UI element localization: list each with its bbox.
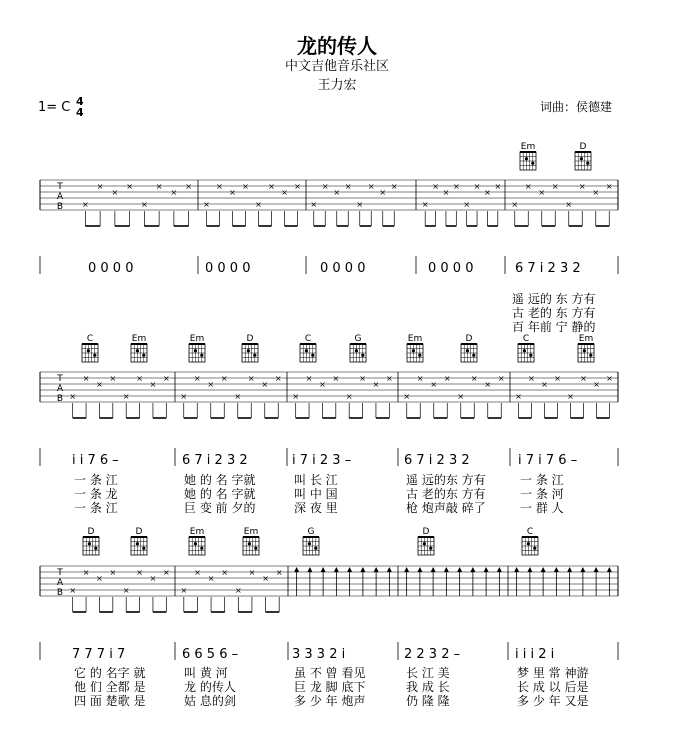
time-signature-bottom: 4 xyxy=(76,106,84,119)
strum-arrow-head xyxy=(387,567,392,572)
strum-arrow-head xyxy=(404,567,409,572)
jianpu-measure: 0 0 0 0 xyxy=(88,261,134,276)
tab-note: × xyxy=(294,182,301,191)
chord-name: C xyxy=(304,334,312,344)
tab-note: × xyxy=(567,392,574,401)
tab-note: × xyxy=(452,182,460,191)
tab-note: × xyxy=(248,568,256,577)
song-subtitle: 中文吉他音乐社区 xyxy=(284,59,389,74)
chord-dot xyxy=(253,354,256,357)
lyric-line: 仍 隆 隆 xyxy=(406,694,450,708)
tab-note: × xyxy=(528,374,535,383)
jianpu-measure: 6 7 i 2 3 2 xyxy=(515,261,581,276)
tab-note: × xyxy=(255,200,262,209)
chord-dot xyxy=(423,542,426,545)
tab-note: × xyxy=(416,374,424,383)
tab-note: × xyxy=(82,374,90,383)
tab-note: × xyxy=(207,380,215,389)
tab-letter: B xyxy=(56,202,64,212)
tab-note: × xyxy=(538,188,546,197)
tab-note: × xyxy=(96,574,103,583)
tab-note: × xyxy=(216,182,223,191)
song-title: 龙的传人 xyxy=(297,34,377,58)
tab-note: × xyxy=(180,586,188,595)
lyric-line: 龙 的传人 xyxy=(184,680,236,694)
chord-name: D xyxy=(465,334,473,344)
chord-dot xyxy=(533,547,536,550)
chord-dot xyxy=(136,349,139,352)
chord-name: D xyxy=(246,334,254,344)
lyric-line: 多 少 年 又是 xyxy=(517,694,589,708)
strum-arrow-head xyxy=(374,567,379,572)
jianpu-measure: 0 0 0 0 xyxy=(428,261,474,276)
tab-note: × xyxy=(180,392,188,401)
tab-note: × xyxy=(551,182,559,191)
tab-note: × xyxy=(541,380,548,389)
tab-note: × xyxy=(497,374,505,383)
lyric-line: 姑 息的剑 xyxy=(184,694,236,708)
jianpu-measure: 6 6 5 6 – xyxy=(182,647,239,662)
chord-dot xyxy=(418,354,421,357)
tab-note: × xyxy=(390,182,398,191)
tab-note: × xyxy=(332,374,340,383)
lyric-line: 长 成 以 后是 xyxy=(517,680,589,694)
strum-arrow-head xyxy=(457,567,462,572)
tab-note: × xyxy=(310,200,318,209)
chord-dot xyxy=(527,542,530,545)
jianpu-measure: i i i 2 i xyxy=(515,647,555,662)
lyric-line: 百 年前 宁 静的 xyxy=(512,320,596,334)
tab-note: × xyxy=(82,200,89,209)
strum-arrow-head xyxy=(307,567,312,572)
strum-arrow-head xyxy=(580,567,585,572)
strum-arrow-head xyxy=(554,567,559,572)
tab-note: × xyxy=(82,568,90,577)
tab-note: × xyxy=(356,200,364,209)
chord-dot xyxy=(194,542,197,545)
chord-name: Em xyxy=(243,527,259,537)
strum-arrow-head xyxy=(321,567,326,572)
tab-note: × xyxy=(606,374,613,383)
chord-dot xyxy=(254,547,257,550)
tab-note: × xyxy=(122,586,130,595)
lyric-line: 一 条 河 xyxy=(520,487,564,501)
tab-note: × xyxy=(96,380,103,389)
lyric-line: 多 少 年 炮声 xyxy=(294,694,366,708)
tab-note: × xyxy=(203,200,210,209)
tab-note: × xyxy=(580,374,587,383)
tab-note: × xyxy=(554,374,561,383)
tab-note: × xyxy=(605,182,613,191)
strum-arrow-head xyxy=(484,567,489,572)
tab-note: × xyxy=(194,568,201,577)
strum-arrow-head xyxy=(497,567,502,572)
chord-dot xyxy=(94,547,97,550)
tab-note: × xyxy=(565,200,573,209)
chord-dot xyxy=(314,547,317,550)
tab-note: × xyxy=(170,188,178,197)
chord-dot xyxy=(93,354,96,357)
chord-dot xyxy=(247,349,250,352)
jianpu-measure: i 7 i 7 6 – xyxy=(518,453,578,468)
tab-note: × xyxy=(305,374,313,383)
lyric-line: 她 的 名 字就 xyxy=(184,487,256,501)
chord-dot xyxy=(531,162,534,165)
tab-letter: A xyxy=(56,384,64,394)
tab-note: × xyxy=(319,380,326,389)
lyric-line: 古 老的东 方有 xyxy=(406,487,486,501)
strum-arrow-head xyxy=(417,567,422,572)
chord-name: G xyxy=(354,334,362,344)
chord-dot xyxy=(194,349,197,352)
tab-note: × xyxy=(470,374,478,383)
tab-letter: T xyxy=(57,568,63,578)
lyric-line: 一 条 江 xyxy=(74,501,118,515)
tab-note: × xyxy=(261,380,269,389)
tab-note: × xyxy=(262,574,269,583)
lyric-line: 古 老的 东 方有 xyxy=(512,306,596,320)
lyric-line: 一 群 人 xyxy=(520,501,564,515)
tab-note: × xyxy=(578,182,586,191)
chord-dot xyxy=(361,354,364,357)
tab-note: × xyxy=(593,380,600,389)
tab-note: × xyxy=(432,182,439,191)
tab-note: × xyxy=(220,374,228,383)
chord-name: D xyxy=(87,527,95,537)
strum-arrow-head xyxy=(470,567,475,572)
tab-letter: T xyxy=(57,182,63,192)
tab-note: × xyxy=(430,380,438,389)
tab-note: × xyxy=(321,182,329,191)
jianpu-measure: 3 3 3 2 i xyxy=(292,647,346,662)
tab-note: × xyxy=(111,188,119,197)
lyric-line: 四 面 楚歌 是 xyxy=(74,694,146,708)
credit-text: 词曲：侯德建 xyxy=(540,100,613,114)
tab-note: × xyxy=(463,200,471,209)
tab-note: × xyxy=(274,374,282,383)
lyric-line: 一 条 江 xyxy=(74,473,118,487)
lyric-line: 枪 炮声敲 碎了 xyxy=(406,501,486,515)
lyric-line: 她 的 名 字就 xyxy=(184,473,256,487)
strum-arrow-head xyxy=(567,567,572,572)
tab-note: × xyxy=(515,392,522,401)
chord-dot xyxy=(429,547,432,550)
chord-dot xyxy=(308,542,311,545)
jianpu-measure: 0 0 0 0 xyxy=(205,261,251,276)
jianpu-measure: i 7 i 2 3 – xyxy=(292,453,352,468)
lyric-line: 叫 长 江 xyxy=(294,473,338,487)
tab-letter: A xyxy=(56,578,64,588)
lyric-line: 巨 龙 脚 底下 xyxy=(294,680,366,694)
tab-note: × xyxy=(484,380,492,389)
tab-note: × xyxy=(109,568,117,577)
tab-note: × xyxy=(69,586,77,595)
tab-note: × xyxy=(221,568,229,577)
lyric-line: 巨 变 前 夕的 xyxy=(184,501,256,515)
strum-arrow-head xyxy=(541,567,546,572)
chord-dot xyxy=(466,349,469,352)
lyric-line: 长 江 美 xyxy=(406,666,450,680)
chord-dot xyxy=(305,349,308,352)
chord-dot xyxy=(200,547,203,550)
chord-dot xyxy=(525,157,528,160)
chord-dot xyxy=(583,349,586,352)
lyric-line: 叫 黄 河 xyxy=(184,666,228,680)
chord-name: D xyxy=(579,142,587,152)
lyric-line: 深 夜 里 xyxy=(294,501,338,515)
chord-dot xyxy=(589,354,592,357)
strum-arrow-head xyxy=(431,567,436,572)
tab-letter: B xyxy=(56,394,64,404)
tab-note: × xyxy=(592,188,600,197)
tab-note: × xyxy=(524,182,532,191)
time-signature-top: 4 xyxy=(76,95,84,108)
tab-letter: A xyxy=(56,192,64,202)
chord-name: C xyxy=(522,334,530,344)
chord-name: G xyxy=(307,527,315,537)
chord-dot xyxy=(311,354,314,357)
tab-note: × xyxy=(136,374,143,383)
chord-name: Em xyxy=(520,142,536,152)
lyric-line: 一 条 龙 xyxy=(74,487,118,501)
tab-note: × xyxy=(155,182,163,191)
jianpu-measure: 7 7 7 i 7 xyxy=(72,647,126,662)
chord-dot xyxy=(136,542,139,545)
tab-note: × xyxy=(234,586,242,595)
strum-arrow-head xyxy=(514,567,519,572)
tab-note: × xyxy=(511,200,519,209)
tab-note: × xyxy=(162,568,170,577)
strum-arrow-head xyxy=(594,567,599,572)
tab-note: × xyxy=(292,392,300,401)
lyric-line: 我 成 长 xyxy=(406,680,450,694)
strum-arrow-head xyxy=(444,567,449,572)
chord-name: D xyxy=(422,527,430,537)
chord-name: Em xyxy=(189,334,205,344)
tab-note: × xyxy=(403,392,411,401)
chord-name: D xyxy=(135,527,143,537)
chord-dot xyxy=(88,542,91,545)
tab-note: × xyxy=(207,574,215,583)
tab-note: × xyxy=(442,188,450,197)
lyric-line: 虽 不 曾 看见 xyxy=(294,666,366,680)
chord-name: Em xyxy=(407,334,423,344)
tab-note: × xyxy=(136,568,143,577)
tab-note: × xyxy=(247,374,255,383)
lyric-line: 它 的 名字 就 xyxy=(74,666,146,680)
chord-dot xyxy=(355,349,358,352)
tab-note: × xyxy=(149,380,157,389)
tab-note: × xyxy=(96,182,104,191)
tab-note: × xyxy=(275,568,283,577)
tab-letter: B xyxy=(56,588,64,598)
tab-note: × xyxy=(281,188,288,197)
lyric-line: 他 们 全都 是 xyxy=(74,680,146,694)
chord-dot xyxy=(529,354,532,357)
strum-arrow-head xyxy=(360,567,365,572)
lyric-line: 叫 中 国 xyxy=(294,487,338,501)
tab-note: × xyxy=(344,182,352,191)
lyric-line: 遥 远的 东 方有 xyxy=(512,292,596,306)
tab-note: × xyxy=(345,392,353,401)
chord-dot xyxy=(200,354,203,357)
strum-arrow-head xyxy=(607,567,612,572)
jianpu-measure: 2 2 3 2 – xyxy=(404,647,461,662)
strum-arrow-head xyxy=(527,567,532,572)
lyric-line: 遥 远的东 方有 xyxy=(406,473,486,487)
lyric-line: 一 条 江 xyxy=(520,473,564,487)
chord-dot xyxy=(412,349,415,352)
tab-note: × xyxy=(162,374,170,383)
song-artist: 王力宏 xyxy=(317,78,357,93)
chord-name: C xyxy=(86,334,94,344)
chord-name: Em xyxy=(189,527,205,537)
chord-dot xyxy=(248,542,251,545)
tab-note: × xyxy=(379,188,387,197)
jianpu-measure: 0 0 0 0 xyxy=(320,261,366,276)
tab-note: × xyxy=(372,380,380,389)
tab-note: × xyxy=(484,188,491,197)
tab-note: × xyxy=(242,182,249,191)
chord-name: Em xyxy=(578,334,594,344)
tab-note: × xyxy=(359,374,366,383)
chord-dot xyxy=(87,349,90,352)
key-signature: 1= C xyxy=(38,100,71,115)
tab-note: × xyxy=(385,374,393,383)
tab-note: × xyxy=(234,392,242,401)
tab-note: × xyxy=(122,392,130,401)
tab-note: × xyxy=(185,182,192,191)
chord-name: C xyxy=(526,527,534,537)
tab-note: × xyxy=(126,182,133,191)
tab-note: × xyxy=(367,182,375,191)
tab-note: × xyxy=(333,188,341,197)
tab-note: × xyxy=(268,182,275,191)
tab-note: × xyxy=(229,188,236,197)
jianpu-measure: 6 7 i 2 3 2 xyxy=(182,453,248,468)
tab-note: × xyxy=(109,374,117,383)
tab-note: × xyxy=(149,574,157,583)
lyric-line: 梦 里 常 神游 xyxy=(517,666,589,680)
chord-dot xyxy=(142,354,145,357)
tab-note: × xyxy=(69,392,77,401)
chord-dot xyxy=(472,354,475,357)
strum-arrow-head xyxy=(347,567,352,572)
tab-note: × xyxy=(193,374,201,383)
strum-arrow-head xyxy=(334,567,339,572)
chord-dot xyxy=(142,547,145,550)
tab-note: × xyxy=(494,182,502,191)
tab-note: × xyxy=(443,374,451,383)
chord-name: Em xyxy=(131,334,147,344)
tab-note: × xyxy=(457,392,465,401)
strum-arrow-head xyxy=(294,567,299,572)
tab-letter: T xyxy=(57,374,63,384)
tab-note: × xyxy=(473,182,481,191)
jianpu-measure: 6 7 i 2 3 2 xyxy=(404,453,470,468)
chord-dot xyxy=(523,349,526,352)
tab-note: × xyxy=(141,200,148,209)
chord-dot xyxy=(586,162,589,165)
chord-dot xyxy=(580,157,583,160)
jianpu-measure: i i 7 6 – xyxy=(72,453,119,468)
tab-note: × xyxy=(421,200,429,209)
